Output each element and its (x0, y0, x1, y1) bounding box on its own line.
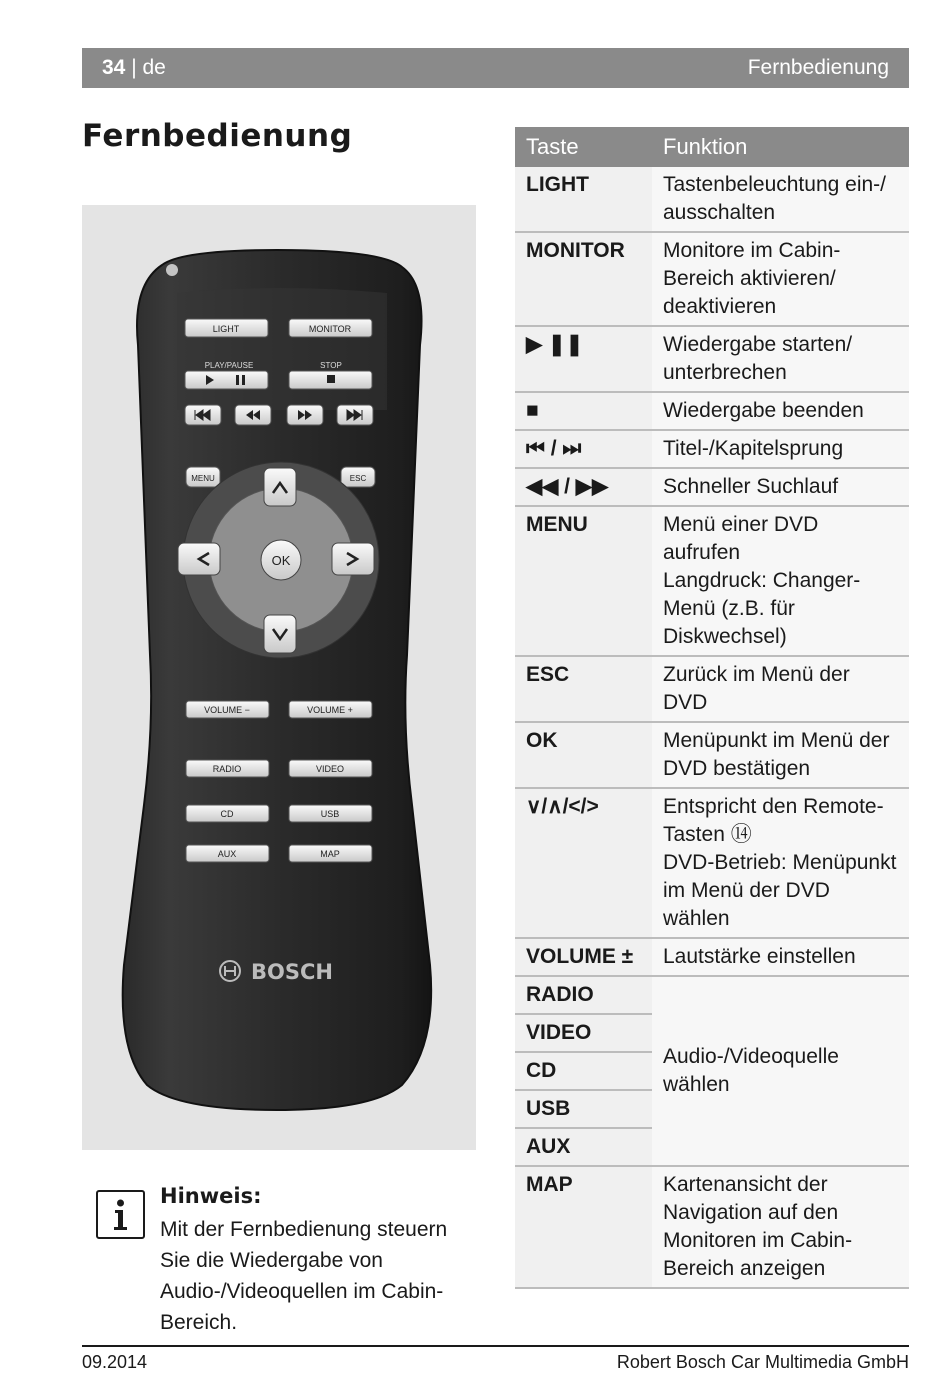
esc-button-label: ESC (349, 474, 367, 483)
footer-company: Robert Bosch Car Multimedia GmbH (616, 1352, 909, 1372)
function-text-secondary: DVD-Betrieb: Menüpunkt im Menü der DVD wählen (663, 851, 897, 930)
note-body: Mit der Fernbedienung steuern Sie die Wiedergabe von Audio-/Videoquellen im Cabin-Bereich. (160, 1218, 448, 1334)
cd-button-label: CD (220, 809, 234, 819)
table-row (515, 392, 909, 430)
function-text: Menü einer DVD aufrufen (663, 513, 819, 564)
column-header-function: Funktion (652, 127, 909, 167)
light-button-label: LIGHT (212, 324, 240, 334)
footer-divider (82, 1345, 909, 1347)
volume-plus-label: VOLUME + (307, 705, 353, 715)
note-title: Hinweis: (160, 1184, 262, 1208)
key-cell: OK (515, 722, 652, 788)
function-cell (652, 788, 909, 938)
function-cell: Menüpunkt im Menü der DVD bestätigen (652, 722, 909, 788)
volume-minus-label: VOLUME − (204, 705, 250, 715)
key-cell: ■ (515, 392, 652, 430)
table-row (515, 938, 909, 976)
ok-button-label: OK (271, 553, 291, 568)
key-cell: CD (515, 1052, 652, 1090)
key-function-table (515, 127, 909, 1289)
function-cell: Tastenbeleuchtung ein-/ ausschalten (652, 167, 909, 232)
function-cell (652, 506, 909, 656)
table-row (515, 430, 909, 468)
map-button-label: MAP (320, 849, 340, 859)
table-row (515, 326, 909, 392)
function-cell: Schneller Suchlauf (652, 468, 909, 506)
table-header-row (515, 127, 909, 167)
function-cell: Titel-/Kapitelsprung (652, 430, 909, 468)
table-row (515, 656, 909, 722)
monitor-button-label: MONITOR (308, 324, 352, 334)
play-pause-label: PLAY/PAUSE (204, 361, 254, 370)
key-cell: ◀◀ / ▶▶ (515, 468, 652, 506)
source-function-cell: Audio-/Videoquelle wählen (652, 976, 909, 1166)
footer-date: 09.2014 (82, 1352, 148, 1372)
key-cell: MENU (515, 506, 652, 656)
menu-button-label: MENU (191, 474, 215, 483)
key-cell: ▶ ❚❚ (515, 326, 652, 392)
function-cell: Kartenansicht der Navigation auf den Monitoren im Cabin-Bereich anzeigen (652, 1166, 909, 1288)
key-cell: VOLUME ± (515, 938, 652, 976)
table-row (515, 722, 909, 788)
page-header (82, 48, 909, 88)
table-row (515, 468, 909, 506)
function-cell: Wiedergabe starten/ unterbrechen (652, 326, 909, 392)
function-cell: Zurück im Menü der DVD (652, 656, 909, 722)
key-cell: LIGHT (515, 167, 652, 232)
key-cell: USB (515, 1090, 652, 1128)
remote-control-image (82, 205, 476, 1150)
stop-label: STOP (320, 361, 342, 370)
function-text: Entspricht den Remote-Tasten ⑭ (663, 795, 884, 846)
info-icon (96, 1190, 145, 1239)
table-row (515, 506, 909, 656)
aux-button-label: AUX (217, 849, 237, 859)
key-cell: ⏮ / ⏭ (515, 430, 652, 468)
key-cell: ∨/∧/</> (515, 788, 652, 938)
section-title: Fernbedienung (747, 56, 889, 79)
brand-logo-text: BOSCH (251, 960, 333, 984)
key-cell: VIDEO (515, 1014, 652, 1052)
function-cell: Lautstärke einstellen (652, 938, 909, 976)
key-cell: MAP (515, 1166, 652, 1288)
page-title: Fernbedienung (82, 118, 353, 154)
video-button-label: VIDEO (315, 764, 345, 774)
usb-button-label: USB (320, 809, 340, 819)
stop-icon (327, 375, 335, 383)
table-row (515, 1166, 909, 1288)
table-row (515, 167, 909, 232)
key-cell: ESC (515, 656, 652, 722)
function-cell: Wiedergabe beenden (652, 392, 909, 430)
table-row (515, 232, 909, 326)
column-header-key: Taste (515, 127, 652, 167)
table-row (515, 788, 909, 938)
key-cell: MONITOR (515, 232, 652, 326)
key-cell: RADIO (515, 976, 652, 1014)
radio-button-label: RADIO (212, 764, 242, 774)
function-text-secondary: Langdruck: Changer-Menü (z.B. für Diskwechsel) (663, 569, 861, 648)
key-cell: AUX (515, 1128, 652, 1166)
table-row (515, 976, 909, 1014)
function-cell: Monitore im Cabin-Bereich aktivieren/ deaktivieren (652, 232, 909, 326)
page-number: 34 | de (102, 56, 166, 79)
remote-control-illustration (82, 205, 476, 1150)
